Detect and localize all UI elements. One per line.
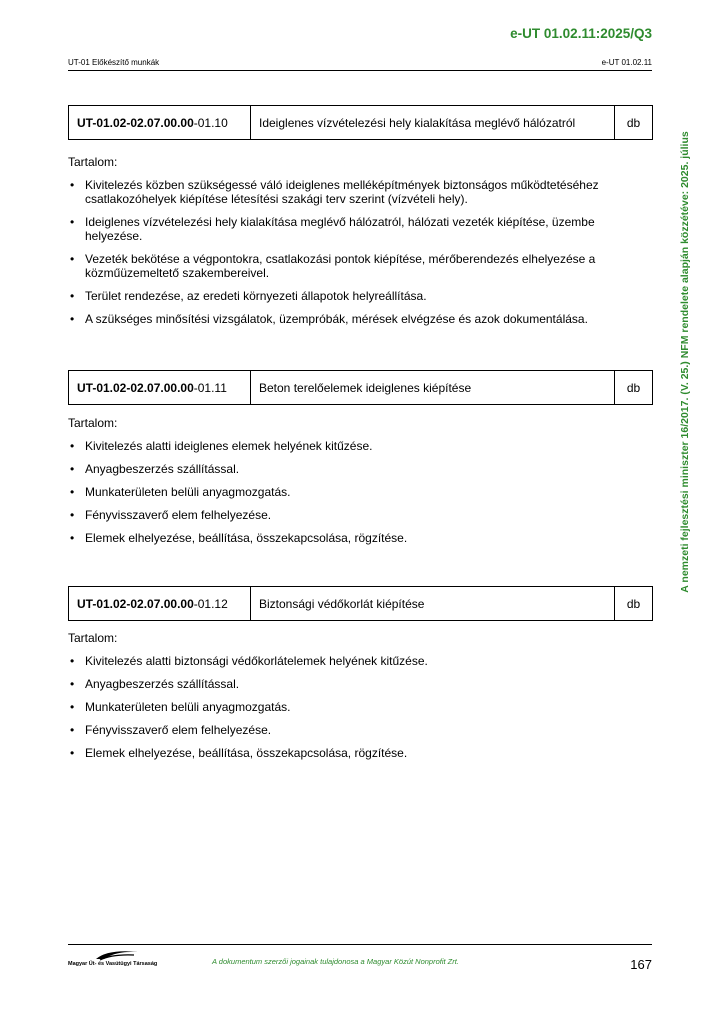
content-label: Tartalom:: [68, 416, 118, 430]
bullet-icon: •: [70, 178, 75, 192]
list-item-text: Terület rendezése, az eredeti környezeti állapotok helyreállítása.: [85, 289, 427, 303]
bullet-icon: •: [70, 700, 75, 714]
bullet-icon: •: [70, 439, 75, 453]
list-item-text: Munkaterületen belüli anyagmozgatás.: [85, 485, 291, 499]
list-item-text: Anyagbeszerzés szállítással.: [85, 462, 240, 476]
bullet-icon: •: [70, 252, 75, 266]
bullet-icon: •: [70, 677, 75, 691]
item-description: Beton terelőelemek ideiglenes kiépítése: [251, 371, 615, 404]
item-table-01-10: [68, 105, 653, 140]
list-item-text: Ideiglenes vízvételezési hely kialakítása meglévő hálózatról, hálózati vezeték kiépítése, üzembe helyezése.: [85, 215, 595, 243]
item-code: [69, 371, 251, 404]
bullet-icon: •: [70, 723, 75, 737]
item-code: [69, 106, 251, 139]
bullet-list-01-10: [68, 178, 648, 335]
content-label: Tartalom:: [68, 155, 118, 169]
list-item-text: Anyagbeszerzés szállítással.: [85, 677, 240, 691]
list-item: [68, 746, 648, 760]
list-item: [68, 723, 648, 737]
item-code: [69, 587, 251, 620]
list-item: [68, 508, 648, 522]
list-item: [68, 462, 648, 476]
bullet-icon: •: [70, 485, 75, 499]
header-chapter: UT-01 Előkészítő munkák: [68, 58, 160, 67]
bullet-icon: •: [70, 654, 75, 668]
item-code-main: UT-01.02-02.07.00.00: [77, 115, 194, 130]
header-doc-id: e-UT 01.02.11: [601, 58, 652, 67]
item-description: Ideiglenes vízvételezési hely kialakítása meglévő hálózatról: [251, 106, 615, 139]
list-item-text: Kivitelezés alatti biztonsági védőkorlátelemek helyének kitűzése.: [85, 654, 428, 668]
item-code-suffix: -01.10: [193, 115, 228, 130]
list-item-text: Elemek elhelyezése, beállítása, összekapcsolása, rögzítése.: [85, 531, 408, 545]
footer-logo: [68, 947, 168, 973]
bullet-icon: •: [70, 289, 75, 303]
logo-text: Magyar Út- és Vasútügyi Társaság: [68, 961, 158, 967]
bullet-icon: •: [70, 462, 75, 476]
bullet-icon: •: [70, 312, 75, 326]
society-logo-icon: [94, 947, 140, 961]
side-publication-note: [678, 96, 692, 628]
list-item-text: Vezeték bekötése a végpontokra, csatlakozási pontok kiépítése, mérőberendezés elhelyezése a közműüzemeltető szakembereivel.: [85, 252, 596, 280]
list-item: [68, 700, 648, 714]
list-item-text: Fényvisszaverő elem felhelyezése.: [85, 508, 272, 522]
bullet-icon: •: [70, 746, 75, 760]
item-code-suffix: -01.11: [193, 380, 227, 395]
item-table-01-11: [68, 370, 653, 405]
footer-divider: [68, 944, 652, 945]
bullet-icon: •: [70, 508, 75, 522]
page-number: 167: [630, 957, 652, 972]
item-code-suffix: -01.12: [193, 596, 228, 611]
content-label: Tartalom:: [68, 631, 118, 645]
list-item-text: A szükséges minősítési vizsgálatok, üzempróbák, mérések elvégzése és azok dokumentálása.: [85, 312, 588, 326]
list-item: [68, 531, 648, 545]
item-unit: db: [626, 380, 641, 395]
list-item: [68, 252, 648, 280]
item-code-main: UT-01.02-02.07.00.00: [77, 380, 194, 395]
list-item: [68, 677, 648, 691]
list-item-text: Fényvisszaverő elem felhelyezése.: [85, 723, 272, 737]
list-item: [68, 178, 648, 206]
item-table-01-12: [68, 586, 653, 621]
list-item-text: Kivitelezés közben szükségessé váló ideiglenes melléképítmények biztonságos működtetéséhez csatlakozóhelyek kiépítése létesítési szakági terv szerint (vízvételi hely).: [85, 178, 599, 206]
list-item: [68, 215, 648, 243]
bullet-list-01-12: [68, 654, 648, 769]
list-item: [68, 289, 648, 303]
bullet-list-01-11: [68, 439, 648, 554]
item-unit: db: [626, 115, 641, 130]
list-item: [68, 654, 648, 668]
item-code-main: UT-01.02-02.07.00.00: [77, 596, 194, 611]
item-description: Biztonsági védőkorlát kiépítése: [251, 587, 615, 620]
list-item: [68, 485, 648, 499]
running-header: [68, 58, 652, 71]
document-code: e-UT 01.02.11:2025/Q3: [510, 26, 652, 41]
item-unit: db: [626, 596, 641, 611]
bullet-icon: •: [70, 531, 75, 545]
list-item-text: Munkaterületen belüli anyagmozgatás.: [85, 700, 291, 714]
bullet-icon: •: [70, 215, 75, 229]
list-item-text: Elemek elhelyezése, beállítása, összekapcsolása, rögzítése.: [85, 746, 408, 760]
list-item: [68, 312, 648, 326]
list-item: [68, 439, 648, 453]
footer-copyright: A dokumentum szerzői jogainak tulajdonosa a Magyar Közút Nonprofit Zrt.: [212, 957, 459, 966]
side-note-text: A nemzeti fejlesztési miniszter 16/2017. (V. 25.) NFM rendelete alapján közzétéve: 2025. július: [679, 131, 691, 593]
list-item-text: Kivitelezés alatti ideiglenes elemek helyének kitűzése.: [85, 439, 373, 453]
